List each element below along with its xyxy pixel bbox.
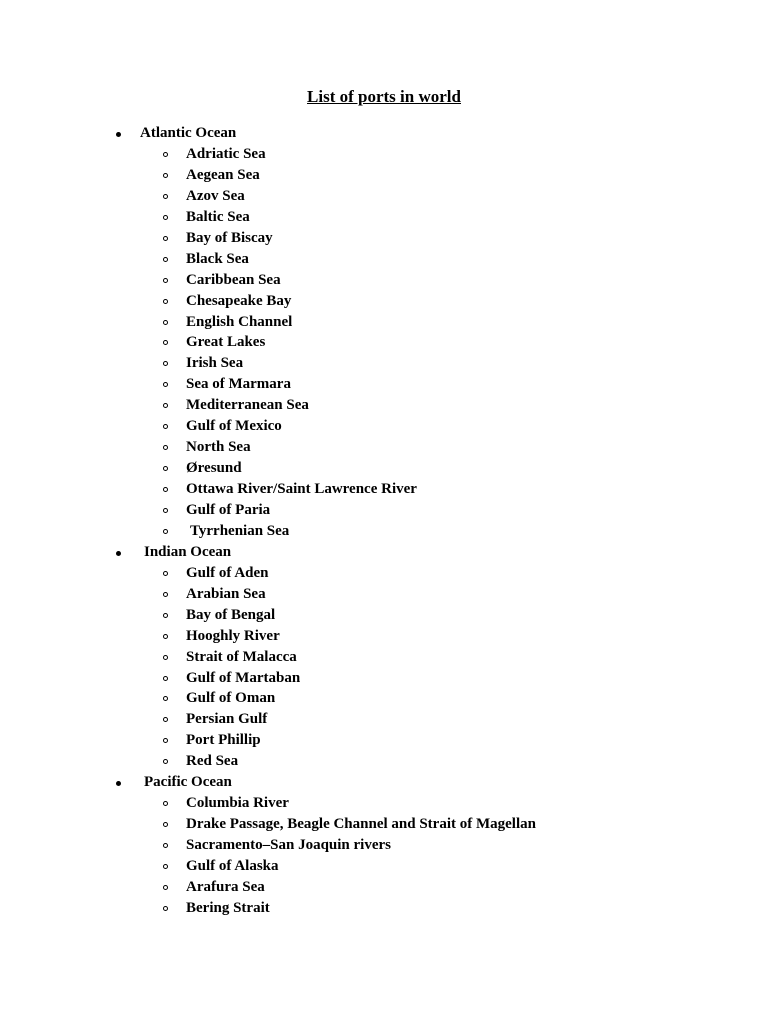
circle-bullet-icon xyxy=(163,152,168,157)
disc-bullet-icon xyxy=(116,132,121,137)
sea-label: Strait of Malacca xyxy=(186,648,297,665)
circle-bullet-icon xyxy=(163,487,168,492)
sea-label: Bay of Biscay xyxy=(186,229,273,246)
circle-bullet-icon xyxy=(163,361,168,366)
sea-label: Hooghly River xyxy=(186,627,280,644)
sea-label: Azov Sea xyxy=(186,187,245,204)
sea-label: North Sea xyxy=(186,439,251,456)
circle-bullet-icon xyxy=(163,885,168,890)
sea-label: Drake Passage, Beagle Channel and Strait of Magellan xyxy=(186,816,536,833)
circle-bullet-icon xyxy=(163,508,168,513)
sea-label: Adriatic Sea xyxy=(186,146,266,162)
circle-bullet-icon xyxy=(163,382,168,387)
sea-label: Gulf of Aden xyxy=(186,564,269,581)
circle-bullet-icon xyxy=(163,864,168,869)
circle-bullet-icon xyxy=(163,299,168,304)
circle-bullet-icon xyxy=(163,403,168,408)
circle-bullet-icon xyxy=(163,215,168,220)
disc-bullet-icon xyxy=(116,551,121,556)
sea-label: Aegean Sea xyxy=(186,166,260,183)
circle-bullet-icon xyxy=(163,822,168,827)
sea-label: Arabian Sea xyxy=(186,585,266,602)
sea-label: Gulf of Alaska xyxy=(186,858,279,874)
ocean-label: Pacific Ocean xyxy=(144,774,232,791)
circle-bullet-icon xyxy=(163,194,168,199)
sea-label: Bay of Bengal xyxy=(186,606,276,623)
circle-bullet-icon xyxy=(163,320,168,325)
sea-label: Red Sea xyxy=(186,753,239,770)
circle-bullet-icon xyxy=(163,236,168,241)
sea-label: Gulf of Paria xyxy=(186,501,271,518)
circle-bullet-icon xyxy=(163,445,168,450)
sea-label: Persian Gulf xyxy=(186,711,268,728)
sea-label: Ottawa River/Saint Lawrence River xyxy=(186,481,417,497)
sea-label: Baltic Sea xyxy=(186,208,250,225)
sea-label: Arafura Sea xyxy=(186,878,265,895)
circle-bullet-icon xyxy=(163,738,168,743)
circle-bullet-icon xyxy=(163,801,168,806)
circle-bullet-icon xyxy=(163,843,168,848)
sea-label: Gulf of Oman xyxy=(186,690,276,707)
circle-bullet-icon xyxy=(163,278,168,283)
sea-label: Mediterranean Sea xyxy=(186,397,309,414)
circle-bullet-icon xyxy=(163,717,168,722)
circle-bullet-icon xyxy=(163,529,168,534)
circle-bullet-icon xyxy=(163,592,168,597)
circle-bullet-icon xyxy=(163,466,168,471)
ocean-label: Atlantic Ocean xyxy=(140,125,237,141)
ocean-label: Indian Ocean xyxy=(144,543,232,560)
circle-bullet-icon xyxy=(163,759,168,764)
sea-label: English Channel xyxy=(186,313,293,330)
circle-bullet-icon xyxy=(163,257,168,262)
circle-bullet-icon xyxy=(163,340,168,345)
circle-bullet-icon xyxy=(163,696,168,701)
circle-bullet-icon xyxy=(163,173,168,178)
circle-bullet-icon xyxy=(163,676,168,681)
sea-label: Port Phillip xyxy=(186,732,261,749)
circle-bullet-icon xyxy=(163,424,168,429)
sea-label: Gulf of Martaban xyxy=(186,669,301,686)
disc-bullet-icon xyxy=(116,781,121,786)
sea-label: Bering Strait xyxy=(186,899,270,916)
circle-bullet-icon xyxy=(163,613,168,618)
circle-bullet-icon xyxy=(163,655,168,660)
sea-label: Columbia River xyxy=(186,795,289,812)
sea-label: Great Lakes xyxy=(186,334,266,351)
sea-label: Caribbean Sea xyxy=(186,271,281,288)
sea-label: Sacramento–San Joaquin rivers xyxy=(186,837,392,854)
circle-bullet-icon xyxy=(163,571,168,576)
sea-label: Sea of Marmara xyxy=(186,376,291,393)
sea-label: Black Sea xyxy=(186,250,249,267)
sea-label: Tyrrhenian Sea xyxy=(190,522,290,539)
sea-label: Øresund xyxy=(186,460,242,477)
circle-bullet-icon xyxy=(163,906,168,911)
sea-label: Irish Sea xyxy=(186,355,244,372)
circle-bullet-icon xyxy=(163,634,168,639)
sea-label: Chesapeake Bay xyxy=(186,292,292,309)
sea-label: Gulf of Mexico xyxy=(186,418,282,435)
page-title: List of ports in world xyxy=(307,87,461,106)
